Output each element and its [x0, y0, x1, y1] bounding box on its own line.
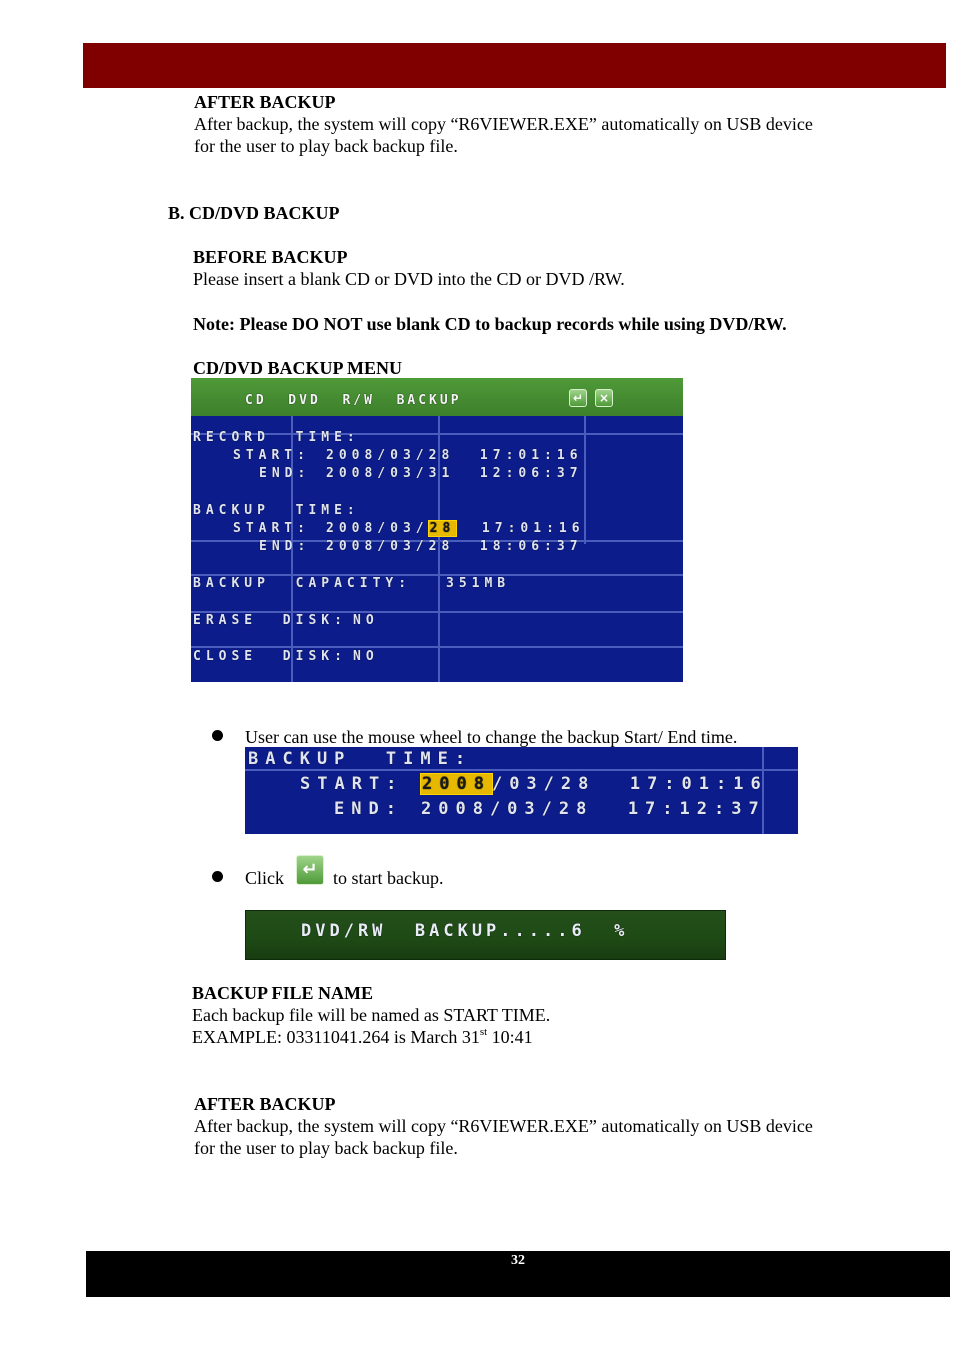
click-suffix: to start backup. — [333, 868, 444, 888]
footer-bar — [86, 1251, 950, 1297]
start-value[interactable] — [421, 776, 768, 792]
close-disk-value[interactable]: NO — [353, 649, 379, 664]
close-icon[interactable]: × — [595, 389, 613, 407]
after-backup-line2: for the user to play back backup file. — [194, 136, 458, 156]
progress-text: DVD/RW BACKUP.....6 % — [301, 921, 629, 941]
after-backup-line1: After backup, the system will copy “R6VIEWER.EXE” automatically on USB device — [194, 1116, 813, 1136]
start-year-field[interactable]: 2008 — [422, 774, 491, 794]
backup-start-value[interactable] — [326, 521, 585, 537]
record-start-label: START: — [233, 448, 310, 463]
after-backup-line1: After backup, the system will copy “R6VIEWER.EXE” automatically on USB device — [194, 114, 813, 134]
header-bar — [83, 43, 946, 88]
after-backup-heading: AFTER BACKUP — [194, 92, 336, 112]
section-title: B. CD/DVD BACKUP — [168, 203, 340, 223]
backup-end-label: END: — [259, 539, 311, 554]
backup-time-label: BACKUP TIME: — [193, 503, 360, 518]
before-backup-text: Please insert a blank CD or DVD into the CD or DVD /RW. — [193, 269, 625, 289]
backup-time-label: BACKUP TIME: — [248, 749, 473, 769]
menu-heading: CD/DVD BACKUP MENU — [193, 358, 402, 378]
backup-start-time: 17:01:16 — [456, 521, 585, 536]
after-backup-line2: for the user to play back backup file. — [194, 1138, 458, 1158]
record-start-value: 2008/03/28 17:01:16 — [326, 448, 583, 463]
backup-start-date-prefix: 2008/03/ — [326, 521, 429, 536]
file-name-heading: BACKUP FILE NAME — [192, 983, 374, 1003]
backup-progress-bar — [245, 910, 726, 960]
backup-menu-screen — [191, 378, 683, 682]
end-label: END: — [334, 799, 403, 819]
menu-title: CD DVD R/W BACKUP — [245, 393, 462, 408]
click-word: Click — [245, 868, 284, 888]
note-text: Note: Please DO NOT use blank CD to backup records while using DVD/RW. — [193, 314, 787, 334]
enter-icon[interactable]: ↵ — [296, 855, 324, 885]
record-end-label: END: — [259, 466, 311, 481]
erase-disk-value[interactable]: NO — [353, 613, 379, 628]
mouse-wheel-text: User can use the mouse wheel to change the backup Start/ End time. — [245, 727, 738, 747]
example-suffix: 10:41 — [487, 1027, 533, 1047]
capacity-value: 351MB — [446, 576, 511, 591]
enter-icon[interactable]: ↵ — [569, 389, 587, 407]
file-name-line1: Each backup file will be named as START TIME. — [192, 1005, 551, 1025]
end-value[interactable]: 2008/03/28 17:12:37 — [421, 799, 766, 819]
file-name-example — [192, 1026, 533, 1048]
backup-end-value[interactable]: 2008/03/28 18:06:37 — [326, 539, 583, 554]
example-prefix: EXAMPLE: 03311041.264 is March 31 — [192, 1027, 480, 1047]
example-sup: st — [479, 1026, 488, 1038]
after-backup-heading: AFTER BACKUP — [194, 1094, 336, 1114]
page-number: 32 — [511, 1253, 525, 1268]
before-backup-heading: BEFORE BACKUP — [193, 247, 348, 267]
record-time-label: RECORD TIME: — [193, 430, 360, 445]
bullet-dot — [212, 871, 223, 882]
close-disk-label: CLOSE DISK: — [193, 649, 347, 664]
record-end-value: 2008/03/31 12:06:37 — [326, 466, 583, 481]
start-label: START: — [300, 774, 404, 794]
backup-start-day-field[interactable]: 28 — [429, 521, 456, 536]
backup-time-screen — [245, 747, 798, 834]
backup-start-label: START: — [233, 521, 310, 536]
erase-disk-label: ERASE DISK: — [193, 613, 347, 628]
bullet-dot — [212, 730, 223, 741]
start-rest: /03/28 17:01:16 — [491, 774, 768, 794]
capacity-label: BACKUP CAPACITY: — [193, 576, 412, 591]
